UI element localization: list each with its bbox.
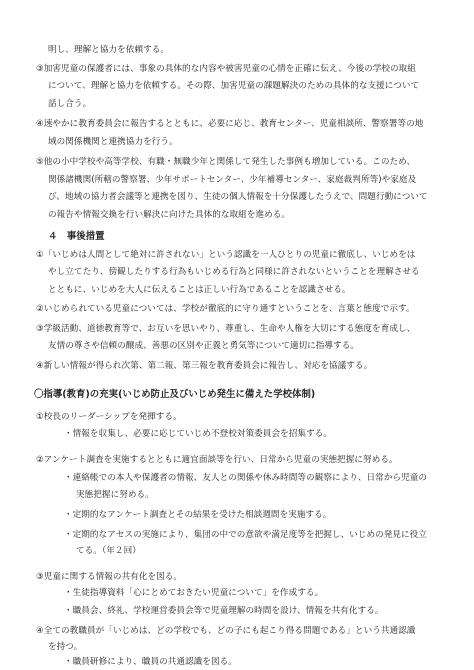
list-item-3-cont: について、理解と協力を依頼する。その際、加害児童の課題解決のための具体的な支援について <box>48 81 420 92</box>
bullet-item-cont: 実態把握に努める。 <box>76 489 154 500</box>
bullet-item: ・職員会、終礼、学校運営委員会等で児童理解の時間を設け、情報を共有化する。 <box>64 605 384 616</box>
bullet-item: ・情報を収集し、必要に応じていじめ不登校対策委員会を招集する。 <box>64 429 332 440</box>
list-item-5-cont: 関係諸機関(所轄の警察署、少年サポートセンター、少年補導センター、家庭裁判所等)や家庭及 <box>48 174 417 185</box>
section-heading: 〇指導(教育)の充実(いじめ防止及びいじめ発生に備えた学校体制) <box>34 389 316 401</box>
list-item-1: ①「いじめは人間として絶対に許されない」という認識を一人ひとりの児童に徹底し、いじめをは <box>36 249 416 260</box>
list-item-4: ④速やかに教育委員会に報告するとともに、必要に応じ、教育センター、児童相談所、警察署等の地 <box>36 119 424 130</box>
list-item-5-cont: の報告や情報交換を行い解決に向けた具体的な取組を進める。 <box>48 209 291 220</box>
list-item-1-cont: やし立てたり、傍観したりする行為もいじめる行為と同様に許されないということを理解させる <box>48 267 420 278</box>
list-item-4: ④全ての教職員が「いじめは、どの学校でも、どの子にも起こり得る問題である」という共通認識 <box>36 626 416 637</box>
list-item-5: ⑤他の小中学校や高等学校、有職・無職少年と関係して発生した事例も増加している。このため、 <box>36 157 416 168</box>
bullet-item: ・職員研修により、職員の共通認識を図る。 <box>64 657 237 668</box>
bullet-item: ・連絡帳での本人や保護者の情報、友人との関係や休み時間等の観察により、日常から児童の <box>64 473 428 484</box>
list-item-2: ②アンケート調査を実施するとともに適宜面談等を行い、日常から児童の実態把握に努める。 <box>36 455 398 466</box>
bullet-item: ・定期的なアセスの実施により、集団の中での意欲や満足度等を把握し、いじめの発見に役立 <box>64 529 427 540</box>
list-item-4: ④新しい情報が得られ次第、第二報、第三報を教育委員会に報告し、対応を協議する。 <box>36 360 373 371</box>
list-item-3: ③児童に関する情報の共有化を図る。 <box>36 571 183 582</box>
list-item-4-cont: 域の関係機関と連携協力を行う。 <box>48 136 178 147</box>
list-item-1-cont: とともに、いじめを大人に伝えることは正しい行為であることを認識させる。 <box>48 284 351 295</box>
list-item-3-cont: 話し合う。 <box>48 98 92 109</box>
list-item-3: ③加害児童の保護者には、事象の具体的な内容や被害児童の心情を正確に伝え、今後の学校の取組 <box>36 63 416 74</box>
list-item-5-cont: び、地域の協力者会議等と連携を図り、生徒の個人情報を十分保護したうえで、問題行動について <box>48 192 428 203</box>
list-item-1: ①校長のリーダーシップを発揮する。 <box>36 411 182 422</box>
bullet-item: ・生徒指導資料「心にとめておきたい児童について」を作成する。 <box>64 588 324 599</box>
list-item-4-cont: を持つ。 <box>48 641 83 652</box>
section-heading: ４ 事後措置 <box>48 231 105 243</box>
list-item-3-cont: 友情の尊さや信頼の醸成、善悪の区別や正義と勇気等について適切に指導する。 <box>48 341 360 352</box>
bullet-item: ・定期的なアンケート調査とその結果を受けた相談週間を実施する。 <box>64 510 332 521</box>
bullet-item-cont: てる。（年２回） <box>76 546 141 557</box>
text-line: 明し、理解と協力を依頼する。 <box>48 45 170 55</box>
list-item-2: ②いじめられている児童については、学校が徹底的に守り通すということを、言葉と態度で示す。 <box>36 304 415 315</box>
list-item-3: ③学級活動、道徳教育等で、お互いを思いやり、尊重し、生命や人権を大切にする態度を育成し、 <box>36 323 416 334</box>
